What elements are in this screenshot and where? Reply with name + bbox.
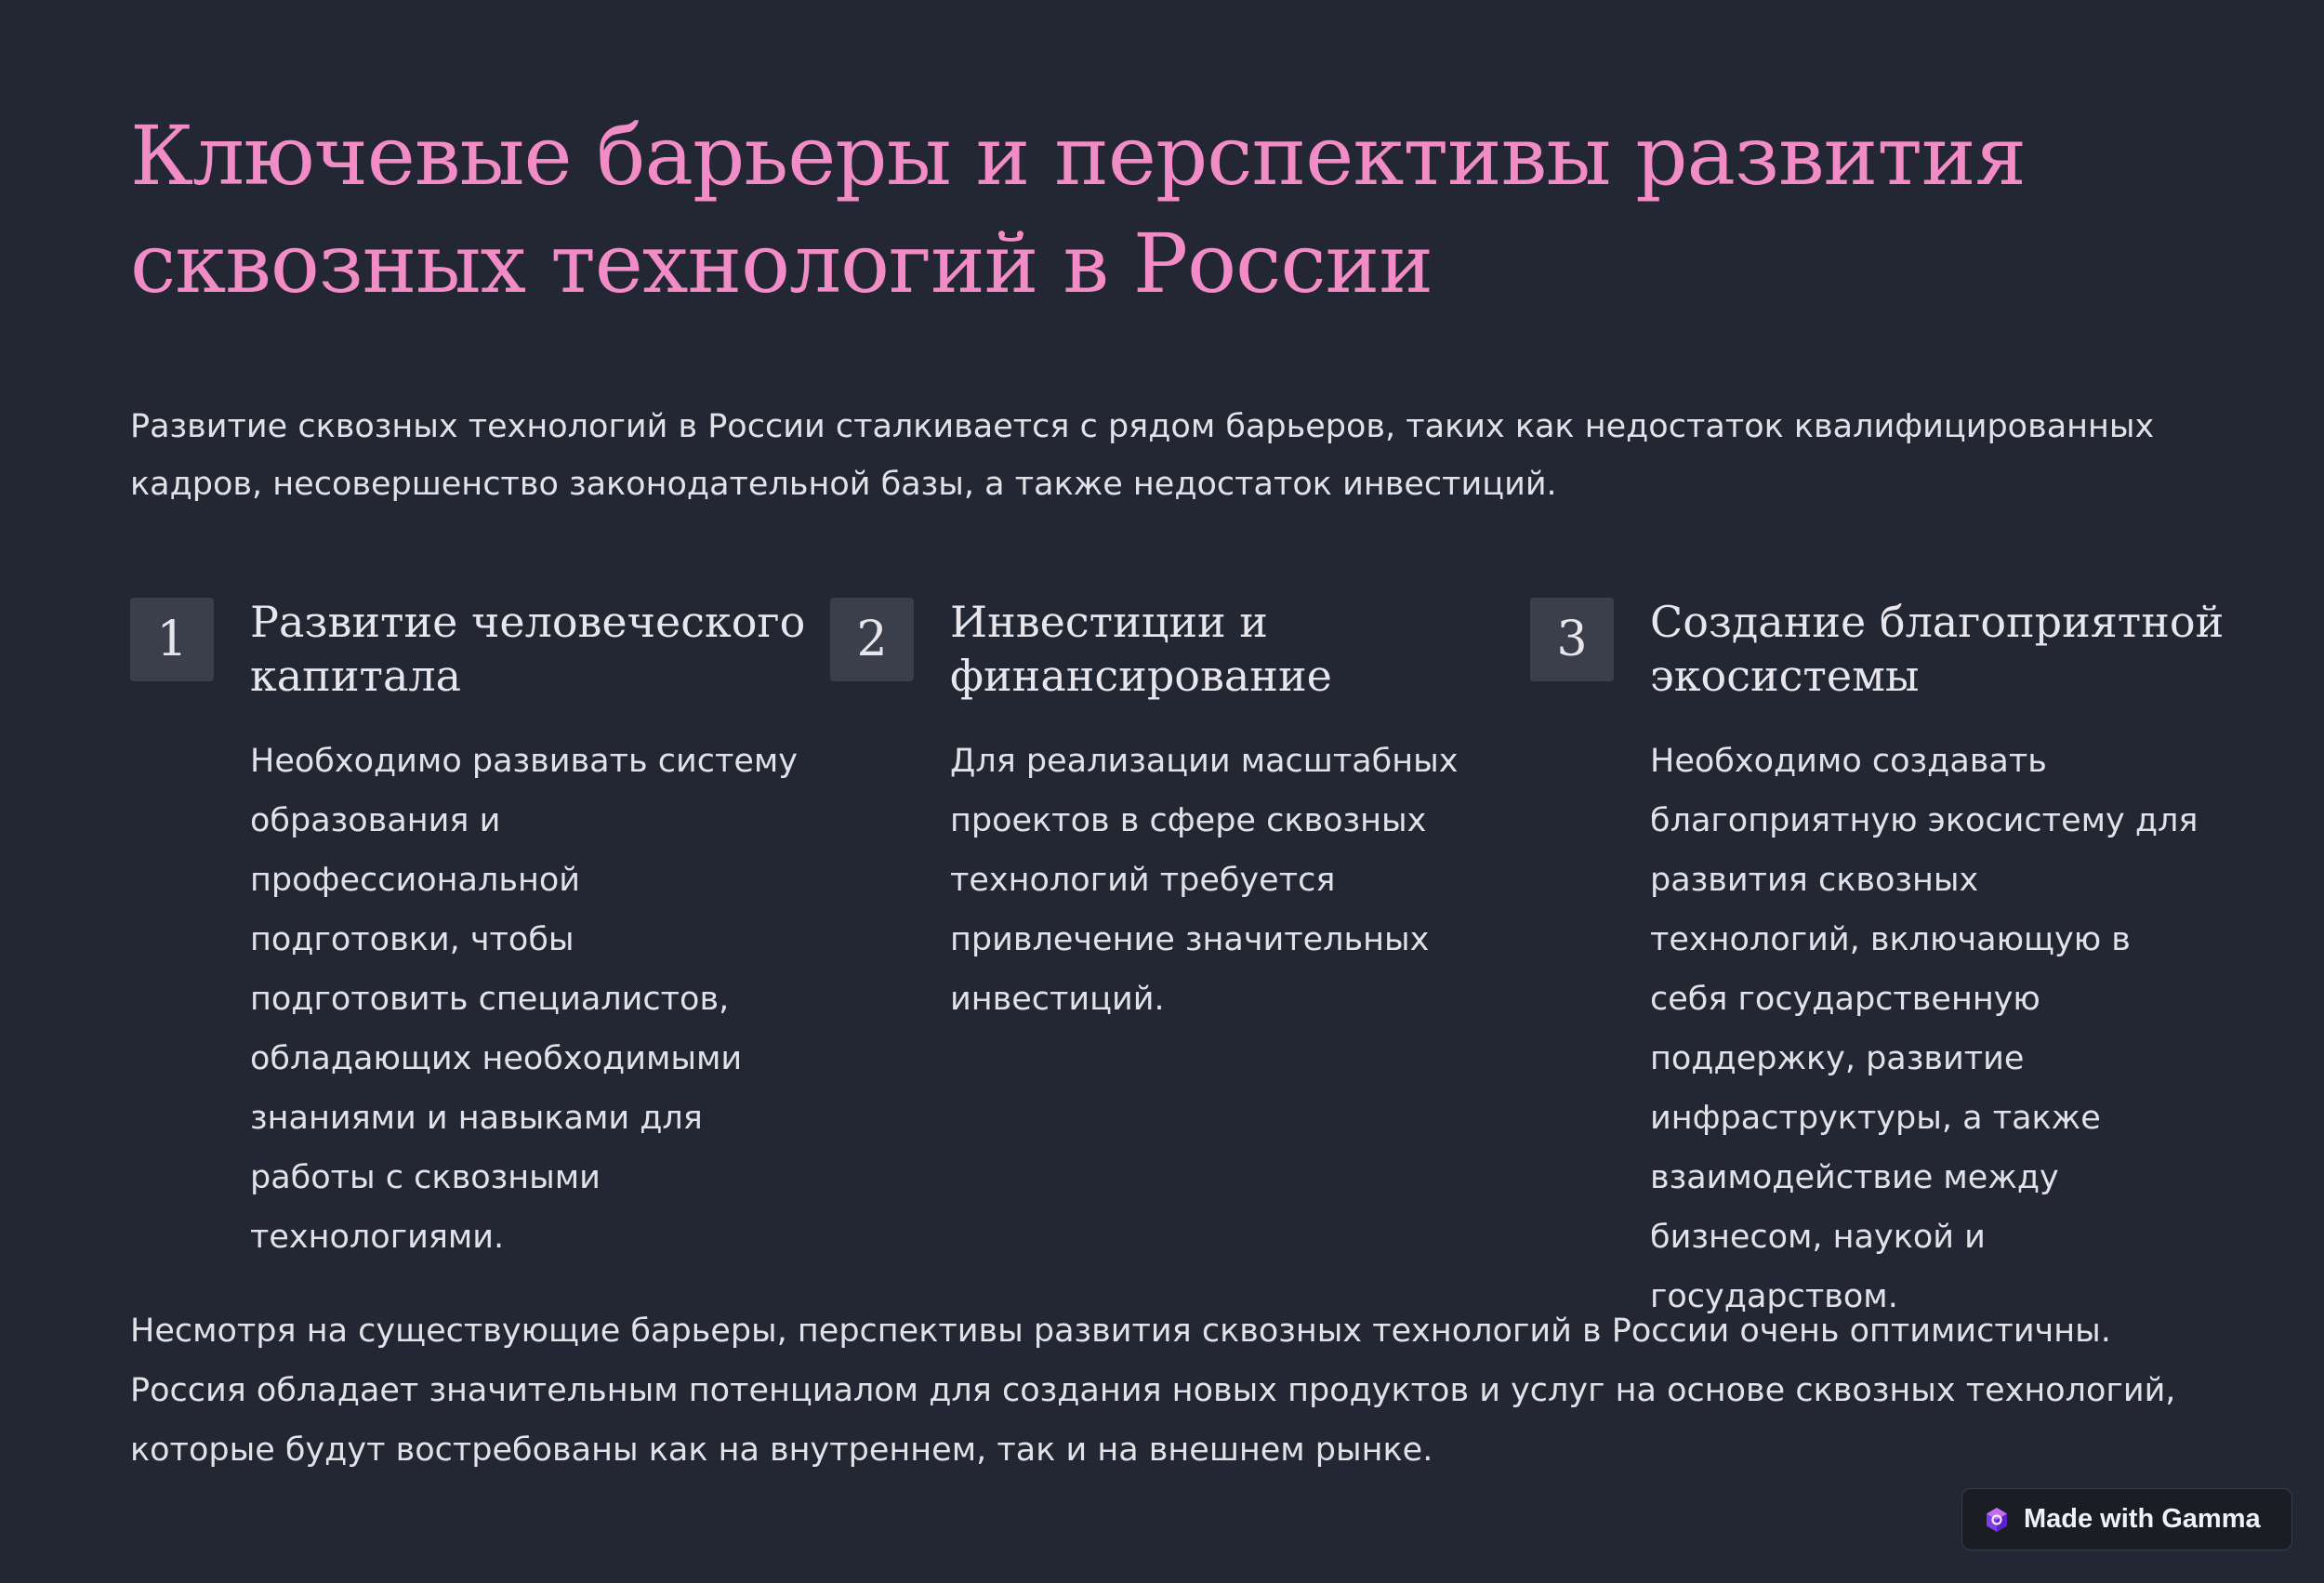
item-number-badge: 2 <box>830 598 914 681</box>
item-column-3 <box>1530 595 2225 1315</box>
item-number-badge: 3 <box>1530 598 1614 681</box>
item-text: Необходимо создавать благоприятную экосистему для развития сквозных технологий, включающую в себя государственную поддержку, развитие инфраструктуры, а также взаимодействие между бизнесом, наукой и государством. <box>1650 743 2199 1315</box>
gamma-logo-icon <box>1983 1506 2011 1534</box>
item-number-badge: 1 <box>130 598 214 681</box>
item-title: Создание благоприятной экосистемы <box>1650 597 2225 701</box>
outro-paragraph: Несмотря на существующие барьеры, перспективы развития сквозных технологий в России очень оптимистичны. Россия обладает значительным потенциалом для создания новых продуктов и услуг на основе сквозных технологий, которые будут востребованы как на внутреннем, так и на внешнем рынке. <box>130 1313 2176 1469</box>
item-title: Инвестиции и финансирование <box>950 597 1332 701</box>
item-column-2 <box>830 595 1499 1264</box>
slide-title: Ключевые барьеры и перспективы развития сквозных технологий в России <box>130 108 2027 311</box>
item-text: Необходимо развивать систему образования и профессиональной подготовки, чтобы подготовить специалистов, обладающих необходимыми знаниями и навыками для работы с сквозными технологиями. <box>250 743 799 1256</box>
item-title: Развитие человеческого капитала <box>250 597 806 701</box>
made-with-gamma-button[interactable] <box>1961 1488 2292 1550</box>
item-column-1 <box>130 595 806 1264</box>
made-with-gamma-label: Made with Gamma <box>2024 1504 2261 1534</box>
intro-paragraph: Развитие сквозных технологий в России сталкивается с рядом барьеров, таких как недостаток квалифицированных кадров, несовершенство законодательной базы, а также недостаток инвестиций. <box>130 408 2155 503</box>
item-text: Для реализации масштабных проектов в сфере сквозных технологий требуется привлечение значительных инвестиций. <box>950 743 1459 1018</box>
